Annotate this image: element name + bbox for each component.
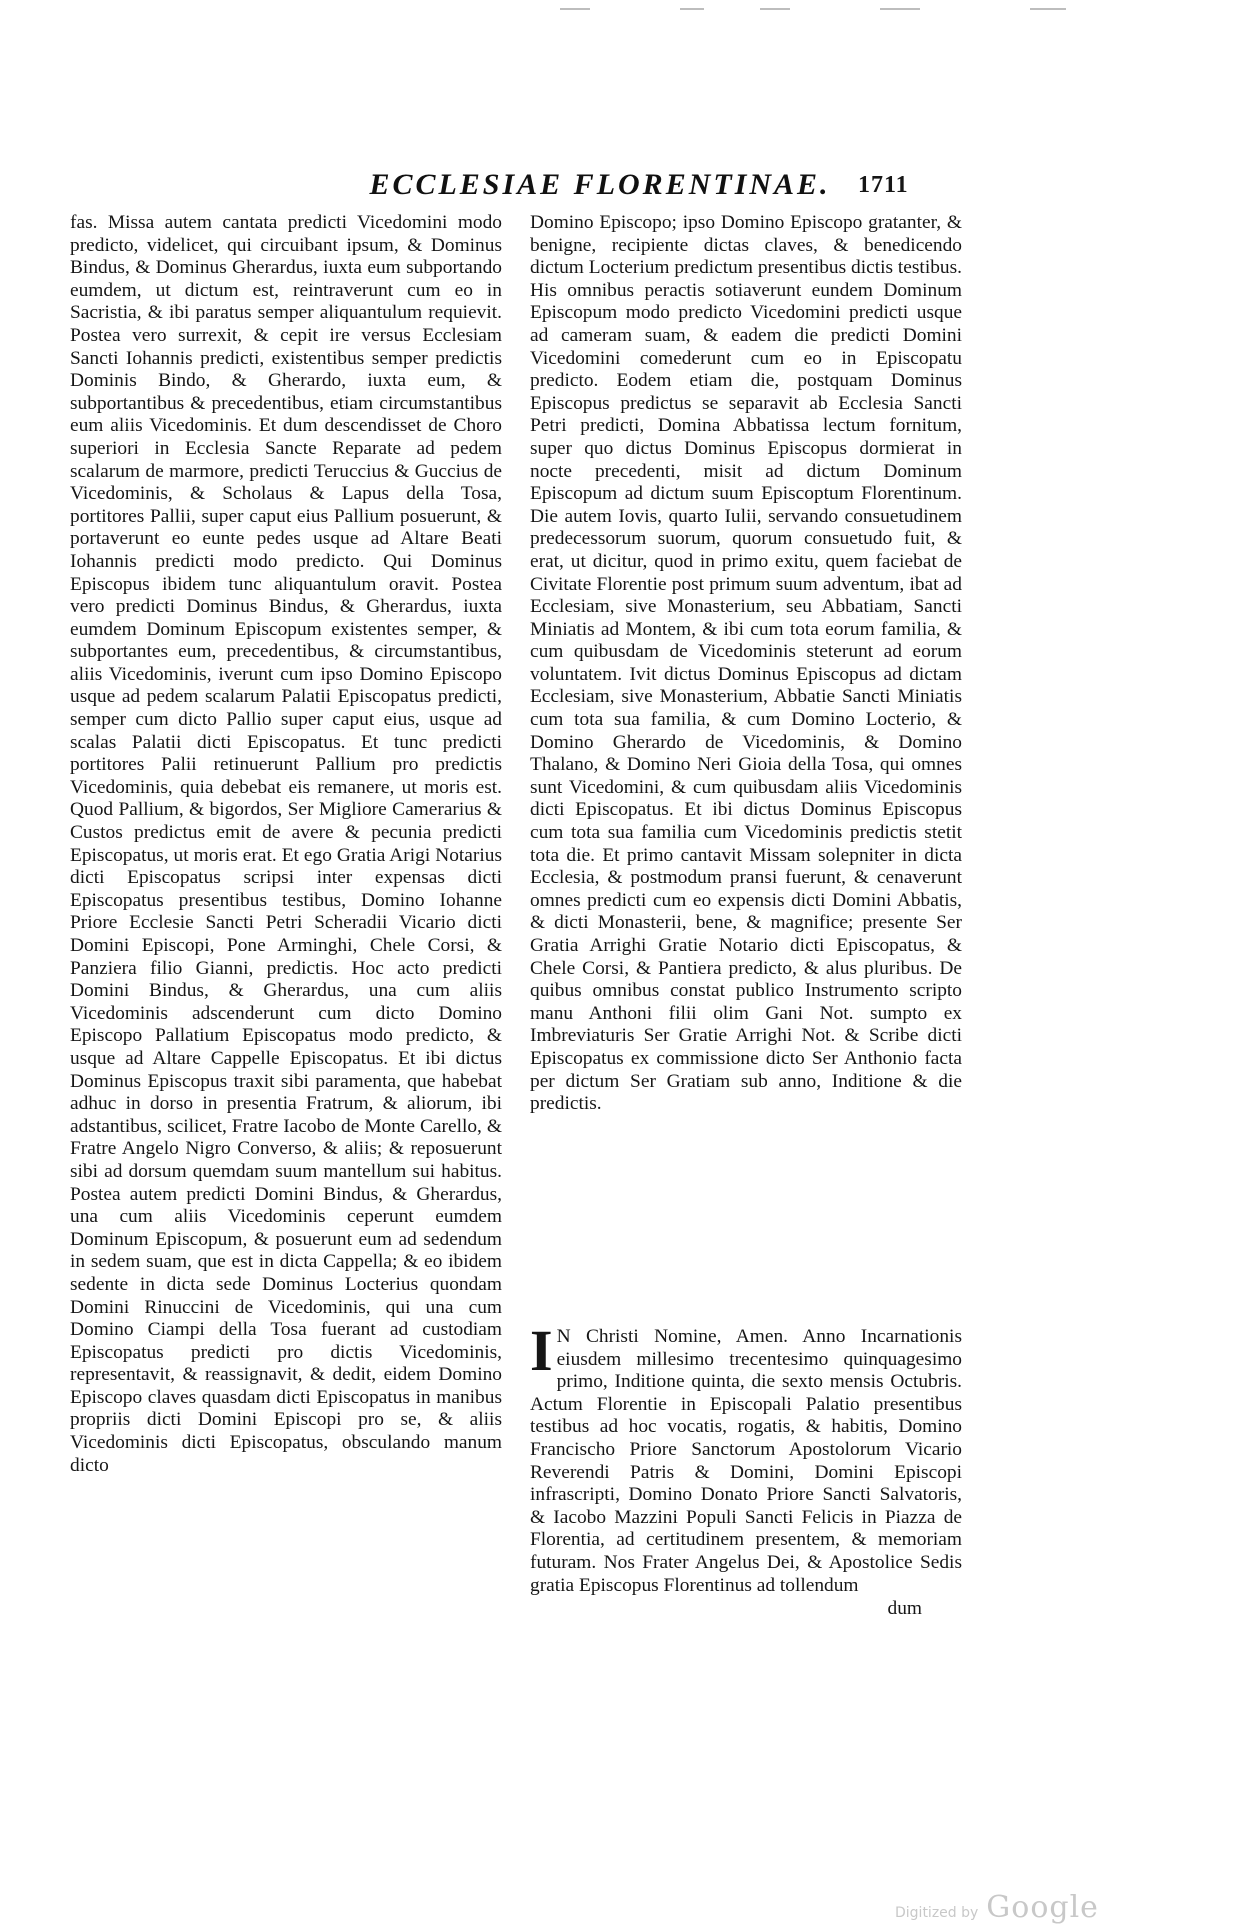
page-number: 1711 xyxy=(858,172,909,198)
left-column-text: fas. Missa autem cantata predicti Vicedomini modo predicto, videlicet, qui circuibant ipsum, & Dominus Bindus, & Dominus Gherardus, iuxta eum subportando eumdem, ut dictum est, reintraverunt cum eo in Sacristia, & ibi paratus semper aliquantulum requievit. Postea vero surrexit, & cepit ire versus Ecclesiam Sancti Iohannis predicti, existentibus semper predictis Dominis Bindo, & Gherardo, iuxta eum, & subportantibus & precedentibus, etiam circumstantibus eum aliis Vicedominis. Et dum descendisset de Choro superiori in Ecclesia Sancte Reparate ad pedem scalarum de marmore, predicti Teruccius & Guccius de Vicedominis, & Scholaus & Lapus della Tosa, portitores Pallii, super caput eius Pallium posuerunt, & portaverunt eo eunte pedes usque ad Altare Beati Iohannis predicti modo predicto. Qui Dominus Episcopus ibidem tunc aliquantulum oravit. Postea vero predicti Dominus Bindus, & Gherardus, iuxta eumdem Dominum Episcopum existentes semper, & subportantes eum, precedentibus, & circumstantibus, aliis Vicedominis, iverunt cum ipso Domino Episcopo usque ad pedem scalarum Palatii Episcopatus predicti, semper cum dicto Pallio super caput eius, usque ad scalas Palatii dicti Episcopatus. Et tunc predicti portitores Palii retinuerunt Pallium pro predictis Vicedominis, quia debebat eis remanere, ut moris est. Quod Pallium, & bigordos, Ser Migliore Camerarius & Custos predictus emit de avere & pecunia predicti Episcopatus, ut moris erat. Et ego Gratia Arigi Notarius dicti Episcopatus scripsi inter expensas dicti Episcopatus presentibus testibus, Domino Iohanne Priore Ecclesie Sancti Petri Scheradii Vicario dicti Domini Episcopi, Pone Arminghi, Chele Corsi, & Panziera filio Gianni, predictis. Hoc acto predicti Domini Bindus, & Gherardus, una cum aliis Vicedominis adscenderunt cum dicto Domino Episcopo Pallatium Episcopatus modo predicto, & usque ad Altare Cappelle Episcopatus. Et ibi dictus Dominus Episcopus traxit sibi paramenta, que habebat adhuc in dorso in presentia Fratrum, & aliorum, ibi adstantibus, scilicet, Fratre Iacobo de Monte Carello, & Fratre Angelo Nigro Converso, & aliis; & reposuerunt sibi ad dorsum quemdam suum mantellum sui habitus. Postea autem predicti Domini Bindus, & Gherardus, una cum aliis Vicedominis ceperunt eumdem Dominum Episcopum, & posuerunt eum ad sedendum in sedem suam, que est in dicta Cappella; & eo ibidem sedente in dicta sede Dominus Locterius quondam Domini Rinuccini de Vicedominis, qui una cum Domino Ciampi della Tosa fuerant ad custodiam Episcopatus predicti pro dictis Vicedominis, representavit, & reassignavit, & dedit, eidem Domino Episcopo claves quasdam dicti Episcopatus in manibus propriis dicti Domini Episcopi pro se, & aliis Vicedominis dicti Episcopatus, obsculando manum dicto xyxy=(70,212,502,1476)
drop-cap: I xyxy=(530,1318,553,1383)
document-paragraph xyxy=(530,1318,962,1597)
left-column xyxy=(70,212,502,1477)
watermark-brand: Google xyxy=(986,1890,1099,1925)
scan-edge-marks xyxy=(560,8,1120,14)
watermark-prefix: Digitized by xyxy=(895,1905,979,1921)
right-column-text: Domino Episcopo; ipso Domino Episcopo gratanter, & benigne, recipiente dictas claves, & benedicendo dictum Locterium predictum presentibus dictis testibus. His omnibus peractis sotiaverunt eundem Dominum Episcopum modo predicto Vicedomini predicti usque ad cameram suam, & eadem die predicti Domini Vicedomini comederunt cum eo in Episcopatu predicto. Eodem etiam die, postquam Dominus Episcopus predictus se separavit ab Ecclesia Sancti Petri predicti, Domina Abbatissa lectum fornitum, super quo dictus Dominus Episcopus dormierat in nocte precedenti, misit ad dictum Dominum Episcopum ad dictum suum Episcoptum Florentinum. Die autem Iovis, quarto Iulii, servando consuetudinem predecessorum suorum, quorum consuetudo fuit, & erat, ut dicitur, quod in primo exitu, quem faciebat de Civitate Florentie post primum suum adventum, ibat ad Ecclesiam, sive Monasterium, seu Abbatiam, Sancti Miniatis ad Montem, & ibi cum tota eorum familia, & cum quibusdam de Vicedominis steterunt ad eorum voluntatem. Ivit dictus Dominus Episcopus ad dictam Ecclesiam, sive Monasterium, Abbatie Sancti Miniatis cum tota sua familia, & cum Domino Locterio, & Domino Gherardo de Vicedominis, & Domino Thalano, & Domino Neri Gioia della Tosa, qui omnes sunt Vicedomini, & cum quibusdam aliis Vicedominis dicti Episcopatus. Et ibi dictus Dominus Episcopus cum tota sua familia cum Vicedominis predictis stetit tota die. Et primo cantavit Missam solepniter in dicta Ecclesia, & postmodum pransi fuerunt, & cenaverunt omnes predicti cum eo expensis dicti Domini Abbatis, & dicti Monasterii, bene, & magnifice; presente Ser Gratia Arrighi Gratie Notario dicti Episcopatus, & Chele Corsi, & Pantiera predicto, & alus pluribus. De quibus omnibus constat publico Instrumento scripto manu Anthoni filii olim Gani Not. sumpto ex Imbreviaturis Ser Gratie Arrighi Not. & Scribe dicti Episcopatus ex commissione dicto Ser Anthonio facta per dictum Ser Gratiam sub anno, Inditione & die predictis. xyxy=(530,212,962,1115)
right-column xyxy=(530,212,962,1116)
running-title: ECCLESIAE FLORENTINAE. xyxy=(369,168,831,201)
document-text: N Christi Nomine, Amen. Anno Incarnationis eiusdem millesimo trecentesimo quinquagesimo primo, Inditione quinta, die sexto mensis Octubris. Actum Florentie in Episcopali Palatio presentibus testibus ad hoc vocatis, rogatis, & habitis, Domino Francischo Priore Sanctorum Apostolorum Vicario Reverendi Patris & Domini, Domini Episcopi infrascripti, Domino Donato Priore Sancti Salvatoris, & Iacobo Mazzini Populi Sancti Felicis in Piazza de Florentia, ad certitudinem presentem, & memoriam futuram. Nos Frater Angelus Dei, & Apostolice Sedis gratia Episcopus Florentinus ad tollendum xyxy=(530,1326,962,1596)
catchword: dum xyxy=(887,1598,922,1620)
digitized-watermark xyxy=(895,1890,1099,1925)
document-section xyxy=(530,1318,962,1621)
